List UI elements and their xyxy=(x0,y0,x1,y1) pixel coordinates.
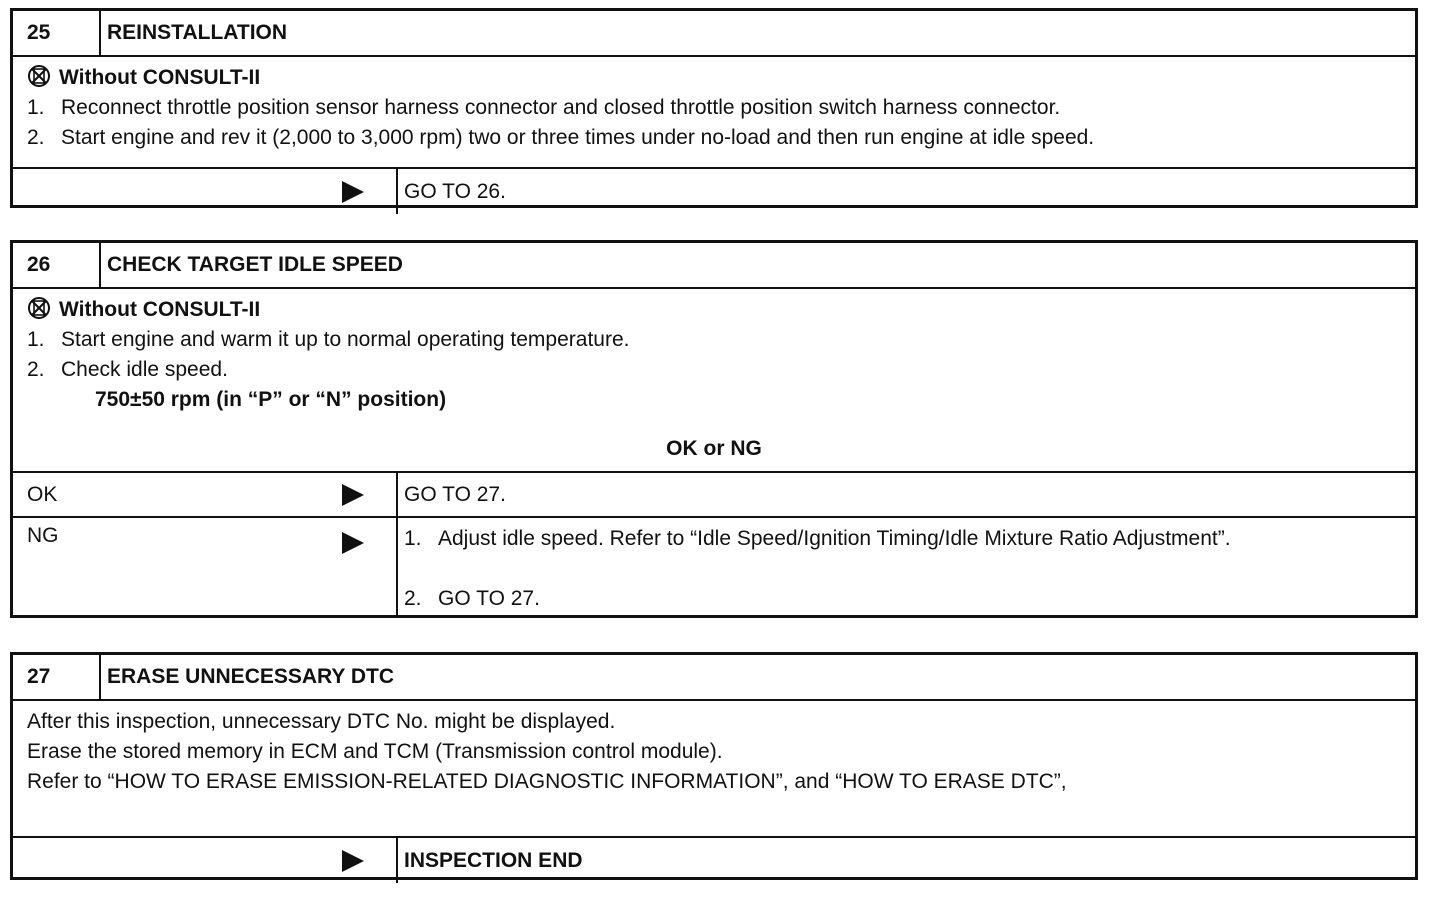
result-action: GO TO 26. xyxy=(404,180,506,203)
result-condition xyxy=(13,518,398,618)
step-25-box xyxy=(10,8,1418,208)
list-item xyxy=(404,524,1415,554)
step-number: 26 xyxy=(13,243,101,287)
result-action xyxy=(398,518,1415,618)
result-action: INSPECTION END xyxy=(404,849,583,872)
item-text: Start engine and rev it (2,000 to 3,000 rpm) two or three times under no-load and then run engine at idle speed. xyxy=(61,126,1095,149)
idle-speed-spec: 750±50 rpm (in “P” or “N” position) xyxy=(95,388,447,411)
step-body xyxy=(13,289,1415,427)
right-arrow-icon xyxy=(342,532,364,554)
sub-heading xyxy=(27,295,1401,325)
item-text: Reconnect throttle position sensor harness connector and closed throttle position switch harness connector. xyxy=(61,96,1061,119)
step-header xyxy=(13,655,1415,701)
right-arrow-icon xyxy=(342,850,364,872)
step-title: REINSTALLATION xyxy=(107,21,288,44)
step-header xyxy=(13,243,1415,289)
list-item xyxy=(404,584,1415,614)
item-number: 1. xyxy=(27,328,45,351)
result-row-ok xyxy=(13,471,1415,516)
step-27-box xyxy=(10,652,1418,880)
result-row xyxy=(13,167,1415,214)
item-text: Check idle speed. xyxy=(61,358,228,381)
sub-heading-text: Without CONSULT-II xyxy=(59,298,261,321)
step-number: 25 xyxy=(13,11,101,55)
ok-or-ng-label: OK or NG xyxy=(666,437,762,460)
step-title: ERASE UNNECESSARY DTC xyxy=(107,665,395,688)
list-item xyxy=(27,93,1401,123)
result-row-ng xyxy=(13,516,1415,618)
item-number: 2. xyxy=(404,587,422,610)
body-line: Erase the stored memory in ECM and TCM (Transmission control module). xyxy=(27,740,723,763)
sub-heading xyxy=(27,63,1401,93)
no-consult-icon xyxy=(27,64,51,88)
item-number: 2. xyxy=(27,358,45,381)
step-number: 27 xyxy=(13,655,101,699)
body-line: After this inspection, unnecessary DTC No. might be displayed. xyxy=(27,710,616,733)
step-body xyxy=(13,57,1415,167)
sub-heading-text: Without CONSULT-II xyxy=(59,66,261,89)
item-number: 1. xyxy=(27,96,45,119)
result-action: GO TO 27. xyxy=(404,483,506,506)
item-text: Adjust idle speed. Refer to “Idle Speed/Ignition Timing/Idle Mixture Ratio Adjustment”. xyxy=(438,527,1231,550)
right-arrow-icon xyxy=(342,181,364,203)
item-text: GO TO 27. xyxy=(438,587,540,610)
step-26-box xyxy=(10,240,1418,618)
item-number: 1. xyxy=(404,527,422,550)
list-item xyxy=(27,123,1401,153)
item-number: 2. xyxy=(27,126,45,149)
ng-label: NG xyxy=(27,524,59,547)
item-text: Start engine and warm it up to normal operating temperature. xyxy=(61,328,630,351)
result-row xyxy=(13,836,1415,883)
list-item xyxy=(27,355,1401,385)
step-header xyxy=(13,11,1415,57)
result-condition xyxy=(13,169,398,214)
no-consult-icon xyxy=(27,296,51,320)
result-condition xyxy=(13,838,398,883)
body-line: Refer to “HOW TO ERASE EMISSION-RELATED DIAGNOSTIC INFORMATION”, and “HOW TO ERASE DTC”, xyxy=(27,770,1067,793)
ok-label: OK xyxy=(27,483,58,506)
right-arrow-icon xyxy=(342,484,364,506)
step-title: CHECK TARGET IDLE SPEED xyxy=(107,253,403,276)
list-item xyxy=(27,325,1401,355)
result-condition xyxy=(13,473,398,516)
step-body xyxy=(13,701,1415,836)
